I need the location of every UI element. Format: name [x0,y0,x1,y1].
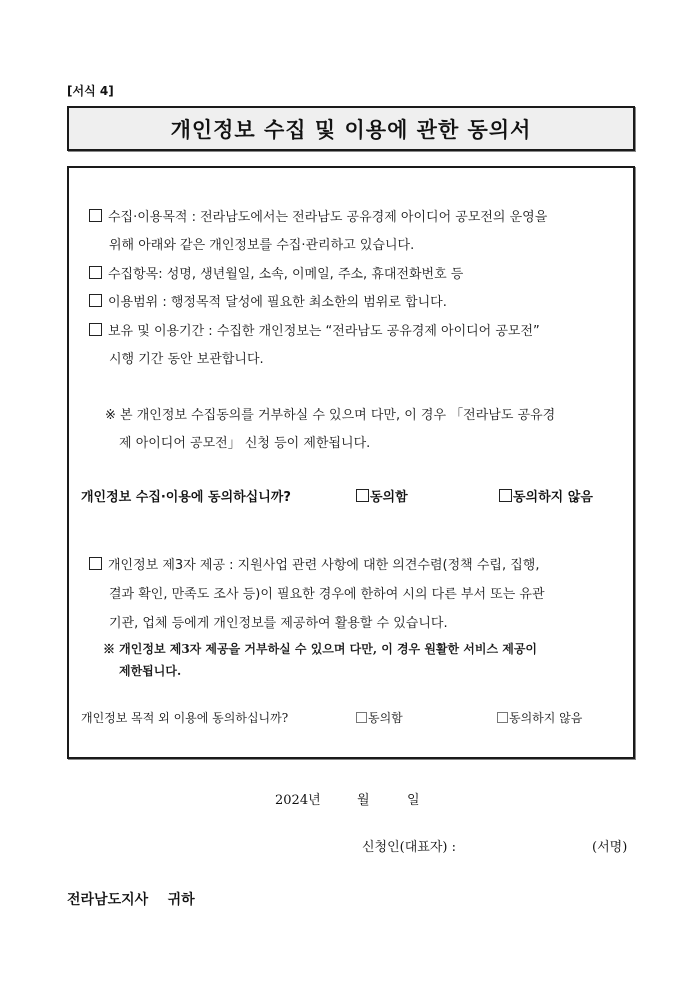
purpose-text-line1: 수집·이용목적 : 전라남도에서는 전라남도 공유경제 아이디어 공모전의 운영을 [108,210,548,225]
checkbox-icon[interactable] [497,712,508,723]
checkbox-icon [89,557,102,570]
date-year: 2024년 [275,793,321,808]
retention-text-line2: 시행 기간 동안 보관합니다. [109,352,264,367]
third-party-text-line2: 결과 확인, 만족도 조사 등)이 필요한 경우에 한하여 시의 다른 부서 또는 유관 [109,587,545,602]
other-use-disagree-option[interactable] [497,709,582,726]
checkbox-icon [89,294,102,307]
collection-items [89,263,463,282]
applicant-label: 신청인(대표자) : [362,840,457,855]
purpose-item [89,206,547,225]
third-party-text-line1: 개인정보 제3자 제공 : 지원사업 관련 사항에 대한 의견수렴(정책 수립, 집행, [108,558,540,573]
checkbox-icon [89,323,102,336]
addressee-suffix: 귀하 [167,892,195,908]
checkbox-icon [89,266,102,279]
refusal-note-line2: 제 아이디어 공모전」 신청 등이 제한됩니다. [119,436,371,451]
refusal-note-line1: ※ 본 개인정보 수집동의를 거부하실 수 있으며 다만, 이 경우 「전라남도 공유경 [105,408,556,423]
addressee-name: 전라남도지사 [67,892,149,908]
date-month: 월 [357,793,370,808]
agree-label: 동의함 [370,490,408,505]
title-box [67,106,635,151]
collection-items-text: 수집항목: 성명, 생년월일, 소속, 이메일, 주소, 휴대전화번호 등 [108,267,464,282]
checkbox-icon[interactable] [499,489,512,502]
form-number-label: [서식 4] [67,84,114,98]
usage-scope-text: 이용범위 : 행정목적 달성에 필요한 최소한의 범위로 합니다. [108,295,447,310]
collection-disagree-option[interactable] [499,486,593,505]
usage-scope [89,291,447,310]
collection-consent-question: 개인정보 수집·이용에 동의하십니까? [81,490,291,505]
agree-label: 동의함 [368,711,403,725]
disagree-label: 동의하지 않음 [513,490,593,505]
third-party-note-line1: ※ 개인정보 제3자 제공을 거부하실 수 있으며 다만, 이 경우 원활한 서비스 제공이 [103,642,538,656]
other-use-agree-option[interactable] [356,709,403,726]
purpose-text-line2: 위해 아래와 같은 개인정보를 수집·관리하고 있습니다. [109,238,415,253]
checkbox-icon [89,209,102,222]
date-day: 일 [407,793,420,808]
collection-agree-option[interactable] [356,486,408,505]
document-title: 개인정보 수집 및 이용에 관한 동의서 [170,117,532,142]
retention-period [89,320,540,339]
disagree-label: 동의하지 않음 [509,711,583,725]
checkbox-icon[interactable] [356,489,369,502]
third-party-note-line2: 제한됩니다. [119,664,182,678]
third-party-text-line3: 기관, 업체 등에게 개인정보를 제공하여 활용할 수 있습니다. [109,616,448,631]
addressee [67,889,195,909]
signature-label: (서명) [592,840,628,855]
retention-text-line1: 보유 및 이용기간 : 수집한 개인정보는 “전라남도 공유경제 아이디어 공모전” [108,324,540,339]
checkbox-icon[interactable] [356,712,367,723]
other-use-consent-question: 개인정보 목적 외 이용에 동의하십니까? [81,711,289,725]
third-party-item [89,554,540,573]
consent-content-box [67,166,635,759]
